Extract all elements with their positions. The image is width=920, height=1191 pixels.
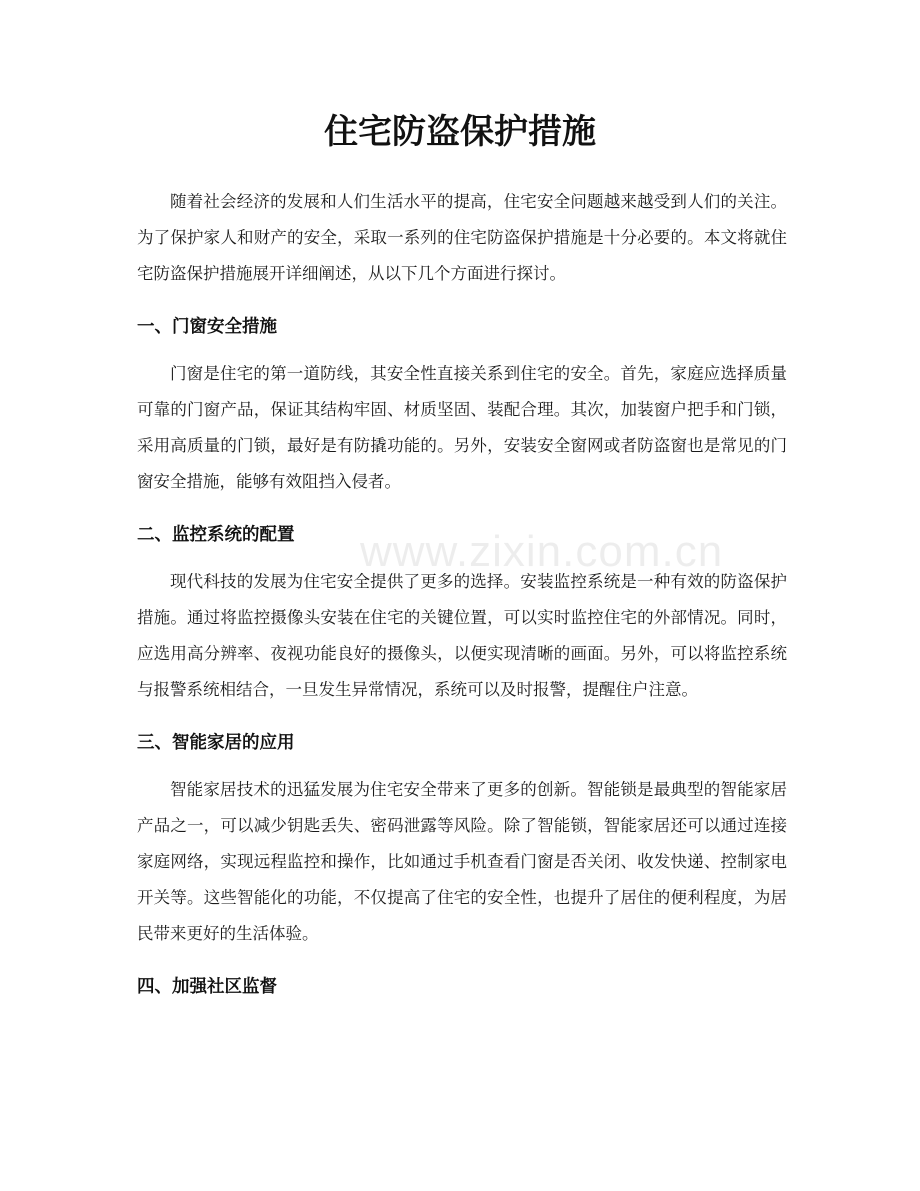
page-title: 住宅防盗保护措施 — [324, 112, 596, 152]
section-paragraph-monitoring: 现代科技的发展为住宅安全提供了更多的选择。安装监控系统是一种有效的防盗保护措施。通过将监控摄像头安装在住宅的关键位置，可以实时监控住宅的外部情况。同时，应选用高分辨率、夜视功能良好的摄像头，以便实现清晰的画面。另外，可以将监控系统与报警系统相结合，一旦发生异常情况，系统可以及时报警，提醒住户注意。 — [137, 572, 787, 699]
section-heading-community: 四、加强社区监督 — [137, 977, 277, 997]
section-heading-monitoring: 二、监控系统的配置 — [137, 525, 295, 545]
section-heading-smart-home: 三、智能家居的应用 — [137, 733, 295, 753]
section-heading-doors-windows: 一、门窗安全措施 — [137, 317, 277, 337]
document-body — [137, 184, 787, 1016]
intro-paragraph: 随着社会经济的发展和人们生活水平的提高，住宅安全问题越来越受到人们的关注。为了保护家人和财产的安全，采取一系列的住宅防盗保护措施是十分必要的。本文将就住宅防盗保护措施展开详细阐述，从以下几个方面进行探讨。 — [137, 192, 787, 283]
section-paragraph-smart-home: 智能家居技术的迅猛发展为住宅安全带来了更多的创新。智能锁是最典型的智能家居产品之一，可以减少钥匙丢失、密码泄露等风险。除了智能锁，智能家居还可以通过连接家庭网络，实现远程监控和操作，比如通过手机查看门窗是否关闭、收发快递、控制家电开关等。这些智能化的功能，不仅提高了住宅的安全性，也提升了居住的便利程度，为居民带来更好的生活体验。 — [137, 780, 787, 943]
watermark-text: www.zixin.com.cn — [360, 527, 724, 576]
section-paragraph-doors-windows: 门窗是住宅的第一道防线，其安全性直接关系到住宅的安全。首先，家庭应选择质量可靠的门窗产品，保证其结构牢固、材质坚固、装配合理。其次，加装窗户把手和门锁，采用高质量的门锁，最好是有防撬功能的。另外，安装安全窗网或者防盗窗也是常见的门窗安全措施，能够有效阻挡入侵者。 — [137, 364, 787, 491]
